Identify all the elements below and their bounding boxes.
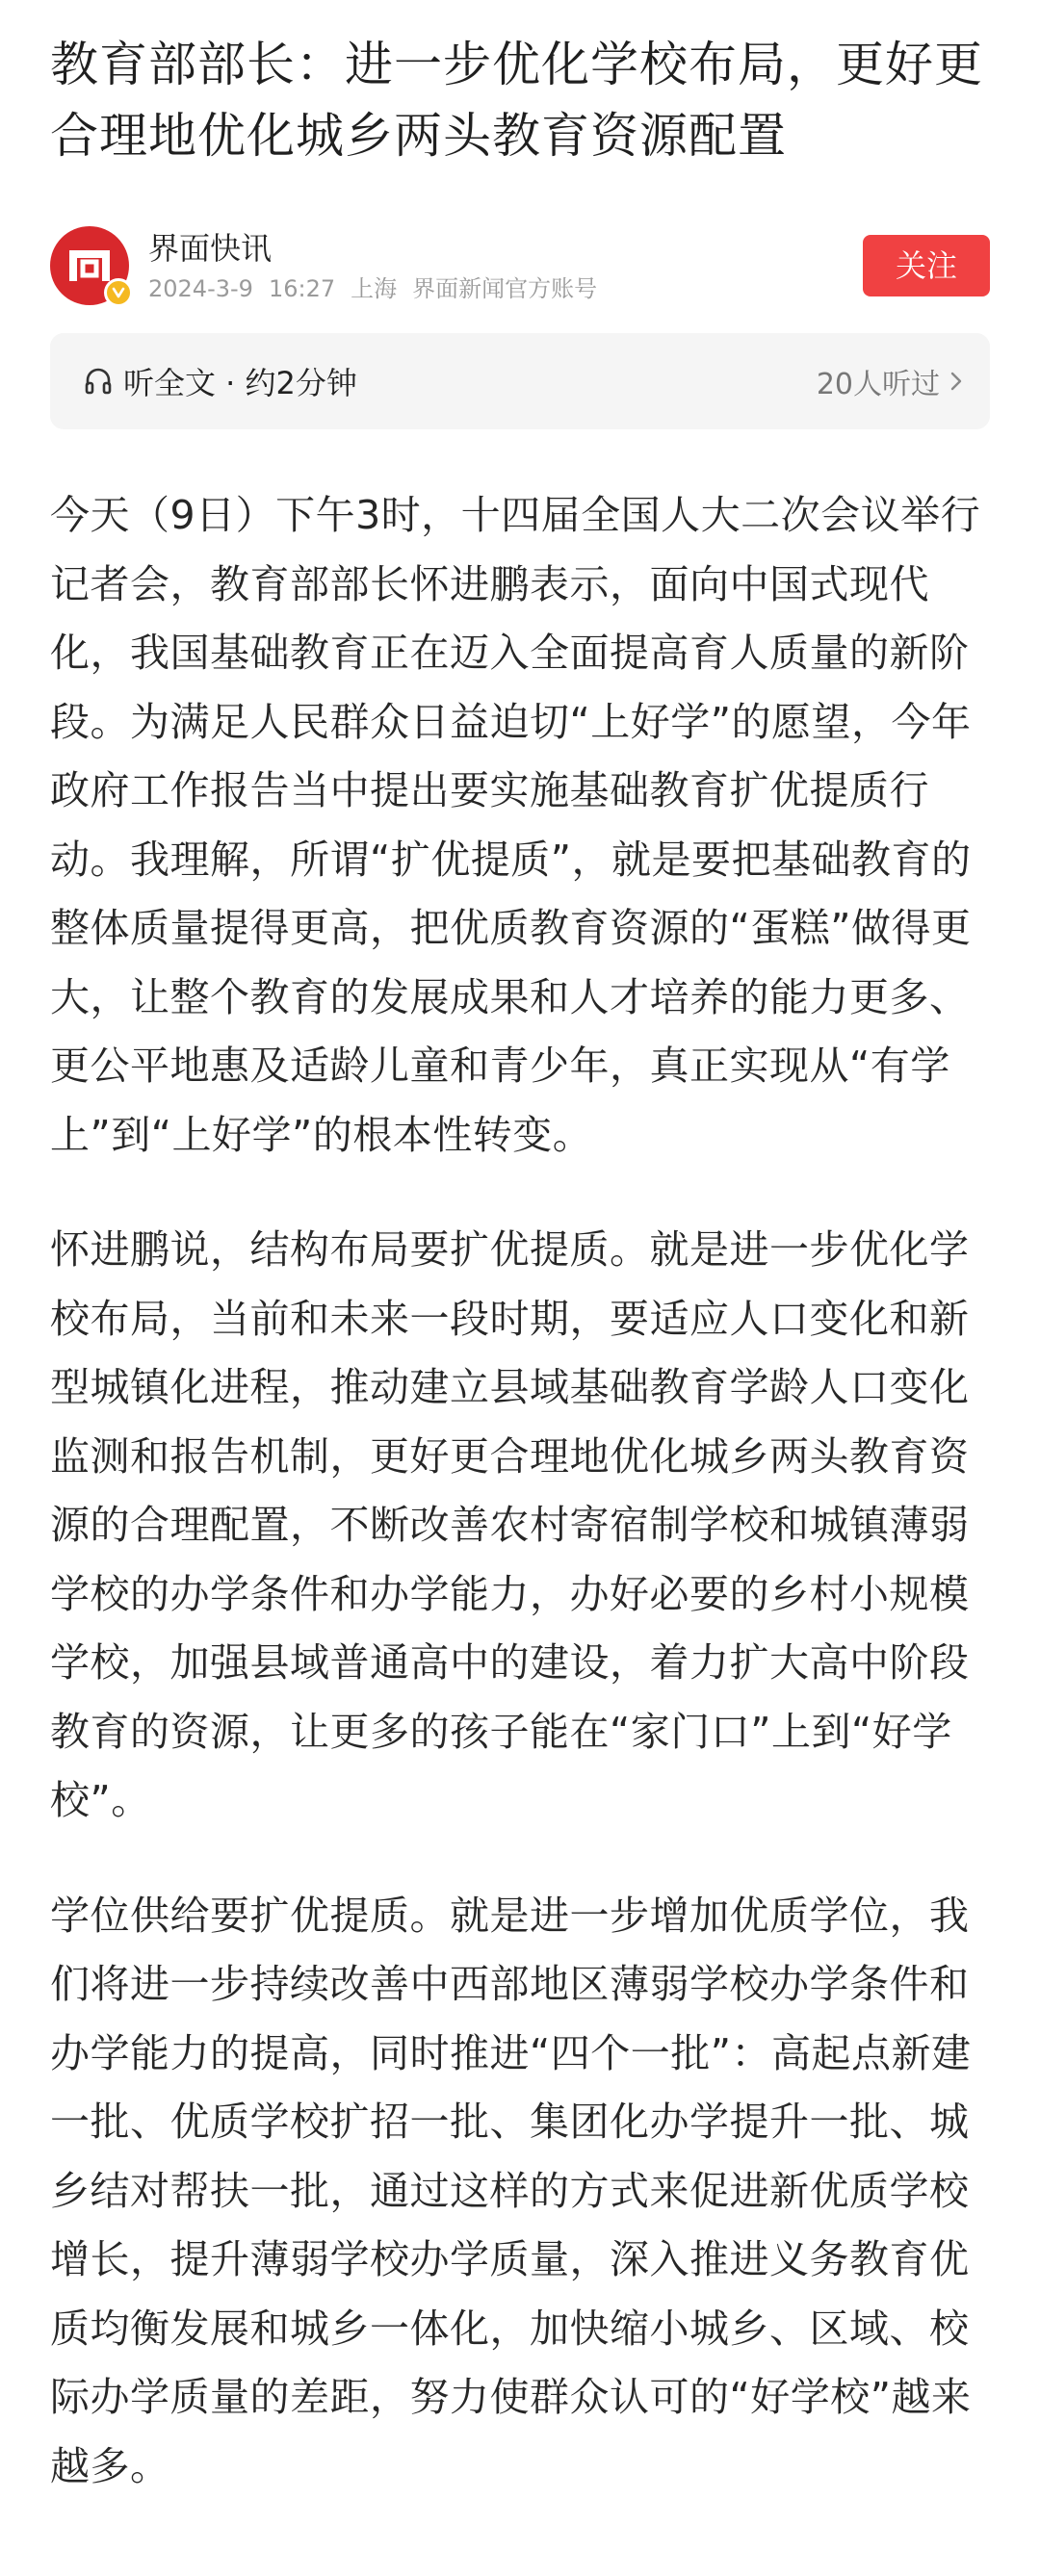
- follow-button[interactable]: 关注: [863, 235, 990, 296]
- article-paragraph: 学位供给要扩优提质。就是进一步增加优质学位，我们将进一步持续改善中西部地区薄弱学校办学条件和办学能力的提高，同时推进“四个一批”：高起点新建一批、优质学校扩招一批、集团化办学提升一批、城乡结对帮扶一批，通过这样的方式来促进新优质学校增长，提升薄弱学校办学质量，深入推进义务教育优质均衡发展和城乡一体化，加快缩小城乡、区域、校际办学质量的差距，努力使群众认可的“好学校”越来越多。: [50, 1892, 972, 2489]
- listen-full-article-bar[interactable]: [50, 333, 990, 429]
- author-name[interactable]: 界面快讯: [148, 230, 273, 267]
- author-avatar[interactable]: [50, 226, 129, 305]
- account-type: 界面新闻官方账号: [412, 275, 598, 302]
- headphone-icon: [83, 366, 114, 397]
- publish-location: 上海: [351, 275, 398, 302]
- author-row: [50, 219, 990, 312]
- audio-left: [83, 359, 817, 403]
- article-paragraph: 怀进鹏说，结构布局要扩优提质。就是进一步优化学校布局，当前和未来一段时期，要适应人口变化和新型城镇化进程，推动建立县域基础教育学龄人口变化监测和报告机制，更好更合理地优化城乡两头教育资源的合理配置，不断改善农村寄宿制学校和城镇薄弱学校的办学条件和办学能力，办好必要的乡村小规模学校，加强县域普通高中的建设，着力扩大高中阶段教育的资源，让更多的孩子能在“家门口”上到“好学校”。: [50, 1226, 970, 1823]
- article-paragraph: 今天（9日）下午3时，十四届全国人大二次会议举行记者会，教育部部长怀进鹏表示，面向中国式现代化，我国基础教育正在迈入全面提高育人质量的新阶段。为满足人民群众日益迫切“上好学”的愿望，今年政府工作报告当中提出要实施基础教育扩优提质行动。我理解，所谓“扩优提质”，就是要把基础教育的整体质量提得更高，把优质教育资源的“蛋糕”做得更大，让整个教育的发展成果和人才培养的能力更多、更公平地惠及适龄儿童和青少年，真正实现从“有学上”到“上好学”的根本性转变。: [50, 492, 981, 1158]
- article-title: 教育部部长：进一步优化学校布局，更好更合理地优化城乡两头教育资源配置: [50, 37, 983, 164]
- publish-date: 2024-3-9: [148, 275, 253, 302]
- chevron-right-icon: [949, 371, 963, 392]
- publish-time: 16:27: [268, 275, 336, 302]
- listeners-count: 20人听过: [816, 368, 940, 401]
- author-info: [148, 228, 863, 303]
- audio-label: 听全文 · 约2分钟: [123, 365, 357, 401]
- audio-listeners[interactable]: [817, 360, 963, 402]
- publish-meta: [148, 274, 863, 303]
- article-body: [50, 481, 990, 2501]
- verified-badge-icon: [104, 278, 133, 307]
- jiemian-logo-icon: [65, 246, 114, 285]
